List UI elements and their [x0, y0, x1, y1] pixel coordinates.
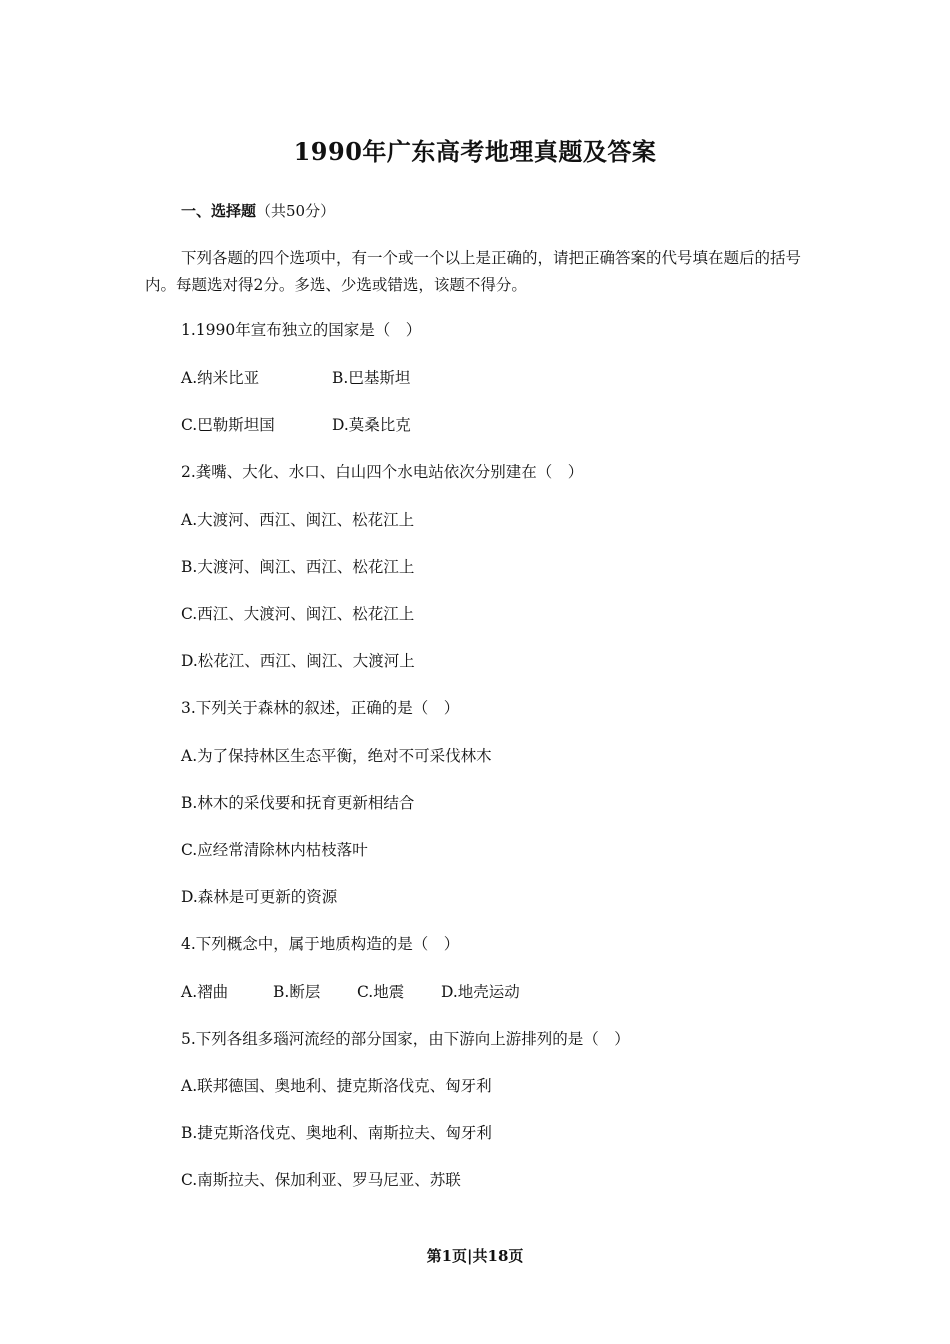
question-5-option-c: C.南斯拉夫、保加利亚、罗马尼亚、苏联	[181, 1171, 461, 1189]
section-heading-note: （共50分）	[256, 202, 336, 220]
question-4-stem: 4.下列概念中，属于地质构造的是（ ）	[181, 935, 460, 953]
question-5-option-a: A.联邦德国、奥地利、捷克斯洛伐克、匈牙利	[181, 1077, 492, 1095]
question-3-option-b: B.林木的采伐要和抚育更新相结合	[181, 794, 415, 812]
question-3-stem: 3.下列关于森林的叙述，正确的是（ ）	[181, 699, 460, 717]
question-1-option-a: A.纳米比亚	[181, 369, 260, 387]
question-3-option-c: C.应经常清除林内枯枝落叶	[181, 841, 368, 859]
question-2-option-b: B.大渡河、闽江、西江、松花江上	[181, 558, 415, 576]
question-4-option-d: D.地壳运动	[441, 983, 520, 1001]
question-3-option-d: D.森林是可更新的资源	[181, 888, 338, 906]
question-1-option-b: B.巴基斯坦	[332, 369, 411, 387]
question-4-option-b: B.断层	[273, 983, 321, 1001]
section-heading	[181, 200, 335, 221]
instructions-paragraph: 下列各题的四个选项中，有一个或一个以上是正确的，请把正确答案的代号填在题后的括号内。每题选对得2分。多选、少选或错选，该题不得分。	[145, 249, 802, 294]
question-2-option-d: D.松花江、西江、闽江、大渡河上	[181, 652, 415, 670]
question-4-option-c: C.地震	[357, 983, 405, 1001]
question-4-option-a: A.褶曲	[181, 983, 229, 1001]
section-heading-label: 一、选择题	[181, 202, 257, 220]
question-1-option-d: D.莫桑比克	[332, 416, 411, 434]
question-2-stem: 2.龚嘴、大化、水口、白山四个水电站依次分别建在（ ）	[181, 463, 584, 481]
question-5-stem: 5.下列各组多瑙河流经的部分国家，由下游向上游排列的是（ ）	[181, 1030, 630, 1048]
question-1-stem: 1.1990年宣布独立的国家是（ ）	[181, 321, 422, 339]
document-title: 1990年广东高考地理真题及答案	[293, 137, 657, 166]
question-2-option-c: C.西江、大渡河、闽江、松花江上	[181, 605, 415, 623]
question-1-option-c: C.巴勒斯坦国	[181, 416, 275, 434]
question-2-option-a: A.大渡河、西江、闽江、松花江上	[181, 511, 415, 529]
question-3-option-a: A.为了保持林区生态平衡，绝对不可采伐林木	[181, 747, 492, 765]
question-5-option-b: B.捷克斯洛伐克、奥地利、南斯拉夫、匈牙利	[181, 1124, 492, 1142]
page-footer: 第1页|共18页	[426, 1247, 524, 1265]
